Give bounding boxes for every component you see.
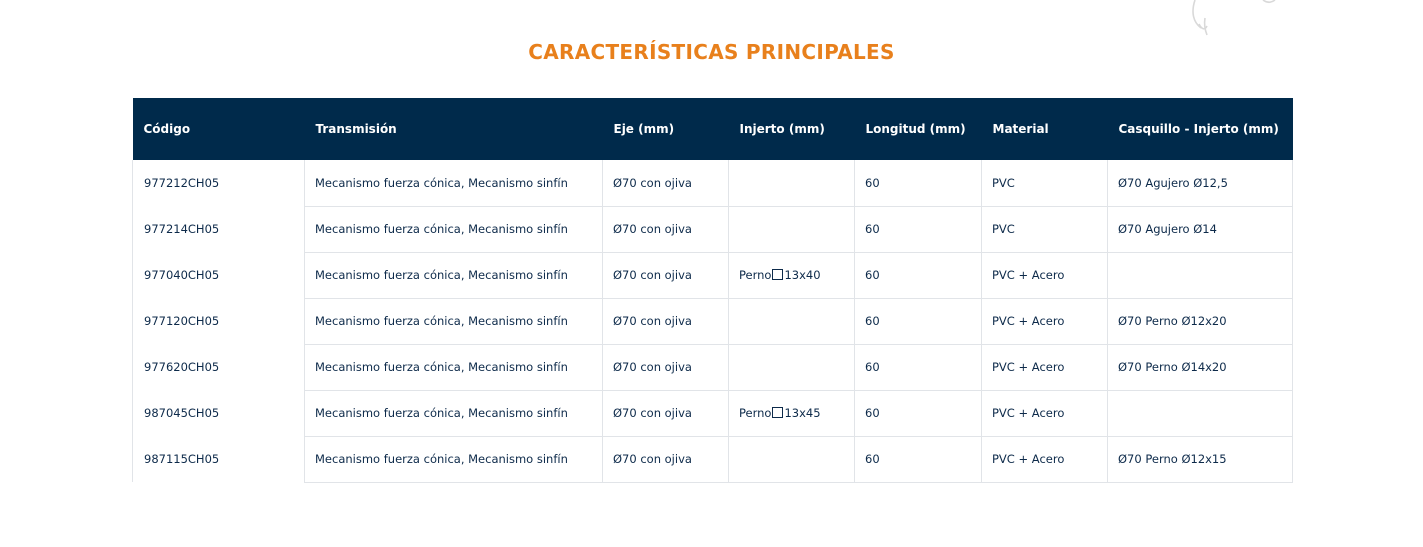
cell-eje: Ø70 con ojiva — [603, 436, 729, 482]
specs-table — [132, 98, 1293, 483]
cell-longitud: 60 — [855, 206, 982, 252]
header-material: Material — [982, 98, 1108, 160]
header-longitud: Longitud (mm) — [855, 98, 982, 160]
table-row — [133, 436, 1293, 482]
injerto-prefix: Perno — [739, 406, 772, 420]
cell-eje: Ø70 con ojiva — [603, 344, 729, 390]
cell-transmision: Mecanismo fuerza cónica, Mecanismo sinfín — [305, 436, 603, 482]
cell-longitud: 60 — [855, 160, 982, 206]
cell-eje: Ø70 con ojiva — [603, 390, 729, 436]
cell-codigo: 977040CH05 — [133, 252, 305, 298]
header-injerto: Injerto (mm) — [729, 98, 855, 160]
header-transmision: Transmisión — [305, 98, 603, 160]
cell-transmision: Mecanismo fuerza cónica, Mecanismo sinfín — [305, 160, 603, 206]
injerto-prefix: Perno — [739, 268, 772, 282]
cell-transmision: Mecanismo fuerza cónica, Mecanismo sinfín — [305, 298, 603, 344]
cell-eje: Ø70 con ojiva — [603, 298, 729, 344]
injerto-size: 13x45 — [784, 406, 821, 420]
cell-material: PVC — [982, 206, 1108, 252]
cell-longitud: 60 — [855, 344, 982, 390]
header-codigo: Código — [133, 98, 305, 160]
cell-material: PVC + Acero — [982, 252, 1108, 298]
decorative-line-art-icon — [1185, 0, 1280, 40]
cell-longitud: 60 — [855, 298, 982, 344]
cell-material: PVC + Acero — [982, 298, 1108, 344]
cell-codigo: 987115CH05 — [133, 436, 305, 482]
cell-casquillo: Ø70 Perno Ø14x20 — [1108, 344, 1293, 390]
cell-transmision: Mecanismo fuerza cónica, Mecanismo sinfín — [305, 344, 603, 390]
cell-casquillo: Ø70 Perno Ø12x15 — [1108, 436, 1293, 482]
cell-codigo: 987045CH05 — [133, 390, 305, 436]
header-casquillo: Casquillo - Injerto (mm) — [1108, 98, 1293, 160]
cell-injerto — [729, 344, 855, 390]
cell-transmision: Mecanismo fuerza cónica, Mecanismo sinfín — [305, 390, 603, 436]
cell-longitud: 60 — [855, 436, 982, 482]
table-header-row — [133, 98, 1293, 160]
cell-injerto — [729, 252, 855, 298]
table-row — [133, 160, 1293, 206]
table-row — [133, 390, 1293, 436]
cell-material: PVC + Acero — [982, 344, 1108, 390]
table-row — [133, 206, 1293, 252]
cell-material: PVC — [982, 160, 1108, 206]
cell-longitud: 60 — [855, 390, 982, 436]
cell-casquillo — [1108, 252, 1293, 298]
section-title: CARACTERÍSTICAS PRINCIPALES — [528, 40, 895, 64]
cell-eje: Ø70 con ojiva — [603, 206, 729, 252]
cell-codigo: 977620CH05 — [133, 344, 305, 390]
cell-casquillo: Ø70 Agujero Ø14 — [1108, 206, 1293, 252]
cell-longitud: 60 — [855, 252, 982, 298]
cell-injerto — [729, 390, 855, 436]
cell-transmision: Mecanismo fuerza cónica, Mecanismo sinfín — [305, 252, 603, 298]
cell-transmision: Mecanismo fuerza cónica, Mecanismo sinfín — [305, 206, 603, 252]
cell-eje: Ø70 con ojiva — [603, 160, 729, 206]
cell-codigo: 977212CH05 — [133, 160, 305, 206]
cell-material: PVC + Acero — [982, 436, 1108, 482]
cell-injerto — [729, 298, 855, 344]
cell-casquillo: Ø70 Perno Ø12x20 — [1108, 298, 1293, 344]
cell-material: PVC + Acero — [982, 390, 1108, 436]
cell-codigo: 977214CH05 — [133, 206, 305, 252]
table-row — [133, 298, 1293, 344]
table-row — [133, 344, 1293, 390]
cell-codigo: 977120CH05 — [133, 298, 305, 344]
cell-casquillo — [1108, 390, 1293, 436]
header-eje: Eje (mm) — [603, 98, 729, 160]
square-profile-icon — [772, 269, 783, 280]
injerto-size: 13x40 — [784, 268, 821, 282]
square-profile-icon — [772, 407, 783, 418]
cell-injerto — [729, 436, 855, 482]
cell-eje: Ø70 con ojiva — [603, 252, 729, 298]
cell-injerto — [729, 160, 855, 206]
cell-casquillo: Ø70 Agujero Ø12,5 — [1108, 160, 1293, 206]
cell-injerto — [729, 206, 855, 252]
table-row — [133, 252, 1293, 298]
